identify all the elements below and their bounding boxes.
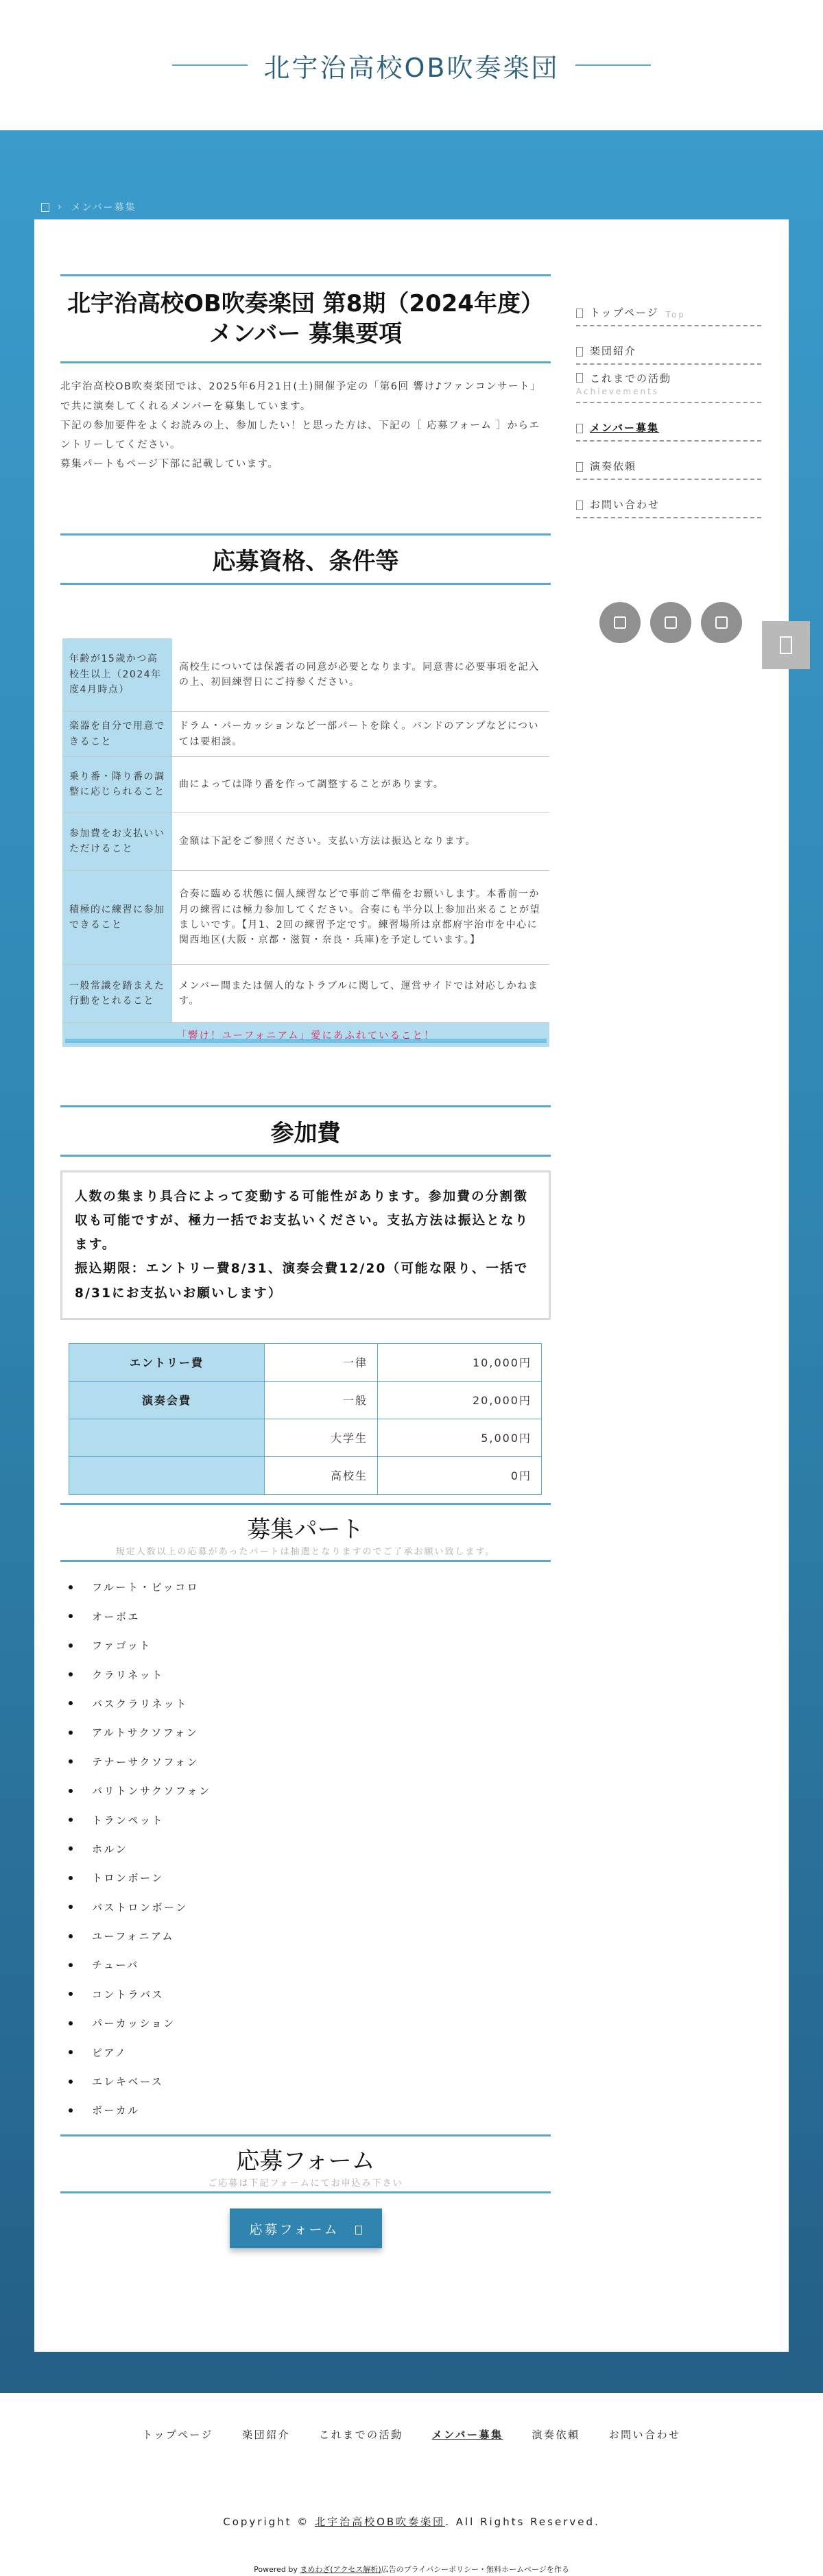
sidebar-item-top[interactable]	[576, 288, 761, 326]
req-value: 合奏に臨める状態に個人練習などで事前ご準備をお願いします。本番前一か月の練習には極力参加してください。合奏にも半分以上参加出来ることが望ましいです。【月1、2回の練習予定です。練習場所は京都府宇治市を中心に関西地区(大阪・京都・滋賀・奈良・兵庫)を予定しています。】	[172, 870, 549, 964]
fee-category: 一般	[265, 1381, 378, 1419]
twitter-icon	[665, 616, 677, 629]
fee-category: 大学生	[265, 1419, 378, 1456]
list-item: ファゴット	[69, 1630, 551, 1659]
req-key: 積極的に練習に参加できること	[62, 870, 172, 964]
title-rule-right	[575, 64, 651, 66]
intro-line-1: 北宇治高校OB吹奏楽団では、2025年6月21日(土)開催予定の「第6回 響け♪ファンコンサート」で共に演奏してくれるメンバーを募集しています。	[60, 381, 542, 412]
fee-heading: 参加費	[60, 1105, 551, 1157]
footer-nav-about[interactable]: 楽団紹介	[242, 2429, 291, 2441]
sidebar-item-recruit[interactable]	[576, 403, 761, 442]
parts-list	[69, 1573, 551, 2125]
req-value: メンバー間または個人的なトラブルに関して、運営サイドでは対応しかねます。	[172, 964, 549, 1022]
sidebar-item-about[interactable]	[576, 326, 761, 365]
list-item: バスクラリネット	[69, 1689, 551, 1718]
sidebar-item-en: Top	[665, 310, 686, 320]
fee-head	[69, 1419, 265, 1456]
main-content	[60, 274, 551, 2248]
req-key: 参加費をお支払いいただけること	[62, 812, 172, 870]
share-line-button[interactable]	[701, 602, 742, 643]
list-item: トランペット	[69, 1805, 551, 1834]
breadcrumb	[41, 200, 136, 214]
req-key: 一般常識を踏まえた行動をとれること	[62, 964, 172, 1022]
facebook-icon	[614, 616, 626, 629]
sidebar-item-label: トップページ	[590, 306, 659, 319]
req-key: 楽器を自分で用意できること	[62, 712, 172, 757]
breadcrumb-separator: ›	[58, 202, 63, 213]
requirements-footer-text: 「響け！ユーフォニアム」愛にあふれていること！	[176, 1030, 436, 1042]
home-icon[interactable]	[41, 203, 49, 212]
list-item: ホルン	[69, 1834, 551, 1863]
trophy-icon	[576, 373, 583, 383]
footer-nav-recruit[interactable]: メンバー募集	[431, 2429, 503, 2441]
list-item: トロンボーン	[69, 1864, 551, 1892]
sidebar-item-label: お問い合わせ	[590, 498, 660, 511]
list-item: オーボエ	[69, 1602, 551, 1630]
fee-category: 一律	[265, 1343, 378, 1381]
sidebar-item-label: これまでの活動	[590, 372, 672, 385]
share-buttons	[599, 602, 742, 643]
list-item: アルトサクソフォン	[69, 1718, 551, 1747]
list-item: フルート・ピッコロ	[69, 1573, 551, 1602]
table-row	[62, 712, 549, 757]
fee-head	[69, 1456, 265, 1494]
fee-category: 高校生	[265, 1456, 378, 1494]
table-row	[69, 1343, 542, 1381]
fee-amount: 5,000円	[378, 1419, 542, 1456]
hero-background	[0, 130, 823, 2393]
req-value: 曲によっては降り番を作って調整することがあります。	[172, 756, 549, 812]
form-subtitle: ご応募は下記フォームにてお申込み下さい	[208, 2178, 403, 2189]
req-value: ドラム・パーカッションなど一部パートを除く。バンドのアンプなどについては要相談。	[172, 712, 549, 757]
parts-heading-box	[60, 1503, 551, 1562]
footer-nav-achievements[interactable]: これまでの活動	[319, 2429, 403, 2441]
list-item: バリトンサクソフォン	[69, 1776, 551, 1805]
entry-form-button-label: 応募フォーム	[249, 2222, 339, 2237]
home-icon	[576, 309, 583, 318]
fee-amount: 10,000円	[378, 1343, 542, 1381]
fee-head: エントリー費	[69, 1343, 265, 1381]
parts-heading: 募集パート	[247, 1515, 364, 1543]
table-row	[62, 964, 549, 1022]
fee-notice-line-2: 振込期限：エントリー費8/31、演奏会費12/20（可能な限り、一括で8/31にお支払いお願いします）	[75, 1262, 529, 1301]
parts-subtitle: 規定人数以上の応募があったパートは抽選となりますのでご了承お願い致します。	[115, 1546, 496, 1557]
form-heading-box	[60, 2134, 551, 2193]
list-item: ピアノ	[69, 2038, 551, 2067]
intro-line-2: 下記の参加要件をよくお読みの上、参加したい！と思った方は、下記の［ 応募フォーム ］からエントリーしてください。	[60, 420, 540, 451]
copyright-pre: Copyright ©	[223, 2516, 315, 2528]
fee-table	[69, 1343, 542, 1495]
list-item: チューバ	[69, 1951, 551, 1979]
sidebar-item-contact[interactable]	[576, 480, 761, 518]
share-facebook-button[interactable]	[599, 602, 641, 643]
requirements-heading: 応募資格、条件等	[60, 533, 551, 585]
entry-form-button[interactable]	[230, 2208, 382, 2248]
pen-icon	[576, 424, 583, 433]
table-row	[69, 1381, 542, 1419]
table-row	[62, 812, 549, 870]
list-item: コントラバス	[69, 1979, 551, 2008]
footer-nav	[0, 2427, 823, 2442]
list-item: テナーサクソフォン	[69, 1747, 551, 1776]
powered-by	[0, 2564, 823, 2575]
powered-pre: Powered by	[254, 2565, 300, 2574]
requirements-table	[62, 638, 549, 1023]
requirements-footer	[62, 1023, 549, 1047]
sidebar-item-request[interactable]	[576, 442, 761, 480]
table-row	[62, 756, 549, 812]
mail-icon	[576, 501, 583, 510]
fee-amount: 0円	[378, 1456, 542, 1494]
fee-head: 演奏会費	[69, 1381, 265, 1419]
copyright	[0, 2514, 823, 2529]
site-title[interactable]	[172, 47, 652, 84]
req-key: 年齢が15歳かつ高校生以上（2024年度4月時点）	[62, 638, 172, 712]
list-item: バストロンボーン	[69, 1892, 551, 1921]
powered-links[interactable]: 広告のプライバシーポリシー・無料ホームページを作る	[381, 2565, 569, 2574]
req-value: 金額は下記をご参照ください。支払い方法は振込となります。	[172, 812, 549, 870]
music-icon	[576, 462, 583, 472]
fee-notice	[60, 1170, 551, 1320]
list-item: パーカッション	[69, 2009, 551, 2038]
table-row	[69, 1456, 542, 1494]
sidebar-item-label: 演奏依頼	[590, 460, 637, 472]
powered-link[interactable]: まめわざ(アクセス解析)	[300, 2565, 381, 2574]
form-heading: 応募フォーム	[236, 2147, 375, 2176]
sidebar-item-label: 楽団紹介	[590, 345, 637, 357]
intro-text	[60, 377, 551, 474]
title-rule-left	[172, 64, 248, 66]
side-tab-button[interactable]	[762, 621, 810, 669]
sidebar-nav	[576, 288, 761, 518]
site-title-text[interactable]: 北宇治高校OB吹奏楽団	[263, 52, 560, 83]
sidebar-item-en: Achievements	[576, 387, 660, 396]
list-item: エレキベース	[69, 2067, 551, 2095]
form-button-wrap	[60, 2208, 551, 2248]
intro-line-3: 募集パートもページ下部に記載しています。	[60, 459, 279, 470]
sidebar-item-achievements[interactable]	[576, 365, 761, 403]
table-row	[62, 638, 549, 712]
list-item: ユーフォニアム	[69, 1921, 551, 1950]
footer-nav-request[interactable]: 演奏依頼	[532, 2429, 580, 2441]
share-twitter-button[interactable]	[650, 602, 691, 643]
req-value: 高校生については保護者の同意が必要となります。同意書に必要事項を記入の上、初回練習日にご持参ください。	[172, 638, 549, 712]
page-title: 北宇治高校OB吹奏楽団 第8期（2024年度）メンバー 募集要項	[60, 274, 551, 363]
external-link-icon	[355, 2226, 362, 2235]
fee-notice-line-1: 人数の集まり具合によって変動する可能性があります。参加費の分割徴収も可能ですが、極力一括でお支払いください。支払方法は振込となります。	[75, 1189, 529, 1253]
line-icon	[715, 616, 728, 629]
fee-amount: 20,000円	[378, 1381, 542, 1419]
footer-nav-contact[interactable]: お問い合わせ	[608, 2429, 681, 2441]
req-key: 乗り番・降り番の調整に応じられること	[62, 756, 172, 812]
copyright-post: . All Rights Reserved.	[445, 2516, 600, 2528]
site-header	[0, 0, 823, 130]
footer-nav-top[interactable]: トップページ	[142, 2429, 214, 2441]
content-panel	[34, 219, 789, 2352]
table-row	[69, 1419, 542, 1456]
page-icon	[780, 636, 792, 654]
sidebar-item-label: メンバー募集	[590, 422, 659, 434]
breadcrumb-current: メンバー募集	[71, 202, 136, 213]
users-icon	[576, 347, 583, 357]
table-row	[62, 870, 549, 964]
list-item: クラリネット	[69, 1660, 551, 1689]
list-item: ボーカル	[69, 2096, 551, 2125]
copyright-link[interactable]: 北宇治高校OB吹奏楽団	[315, 2516, 446, 2528]
